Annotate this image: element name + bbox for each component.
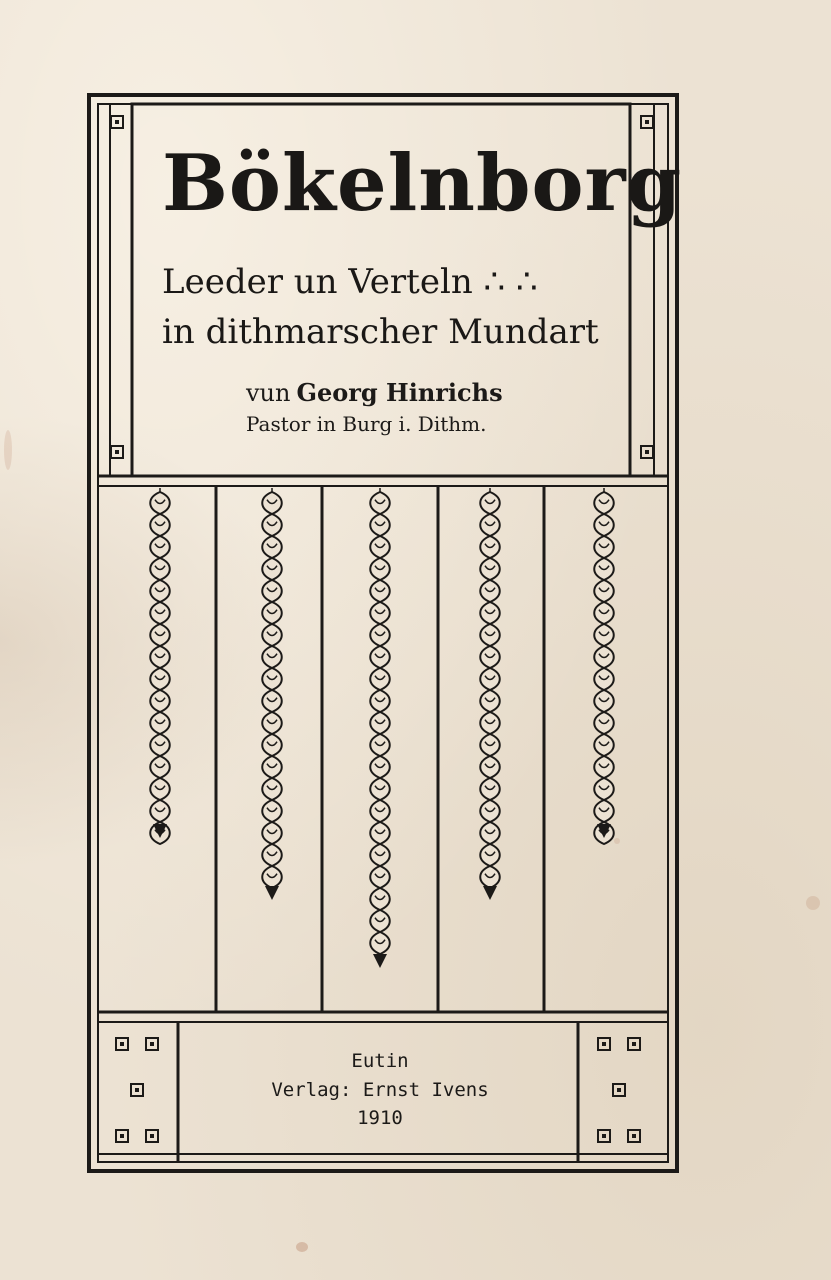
subtitle-line-2: in dithmarscher Mundart xyxy=(162,312,599,352)
author-name: Georg Hinrichs xyxy=(296,378,503,407)
paper-stain xyxy=(806,896,820,910)
hanging-leaf-garland xyxy=(150,488,170,844)
frame-ornament xyxy=(86,92,683,1174)
publication-year: 1910 xyxy=(357,1107,403,1129)
hanging-leaf-garland xyxy=(594,488,614,844)
book-title: Bökelnborg xyxy=(162,138,683,229)
paper-stain xyxy=(4,430,12,470)
garland-tip xyxy=(373,954,387,968)
hanging-leaf-garland xyxy=(480,488,500,900)
author-line xyxy=(246,378,503,407)
publisher-name: Verlag: Ernst Ivens xyxy=(271,1079,489,1101)
publisher-place: Eutin xyxy=(351,1050,409,1072)
garland-tip xyxy=(265,886,279,900)
subtitle-line-1: Leeder un Verteln ∴ ∴ xyxy=(162,262,538,302)
garland-tip xyxy=(483,886,497,900)
hanging-leaf-garland xyxy=(370,488,390,968)
author-position: Pastor in Burg i. Dithm. xyxy=(246,412,487,436)
author-prefix: vun xyxy=(246,379,291,407)
paper-stain xyxy=(296,1242,308,1252)
ornamental-border-frame xyxy=(86,92,683,1174)
hanging-leaf-garland xyxy=(262,488,282,900)
